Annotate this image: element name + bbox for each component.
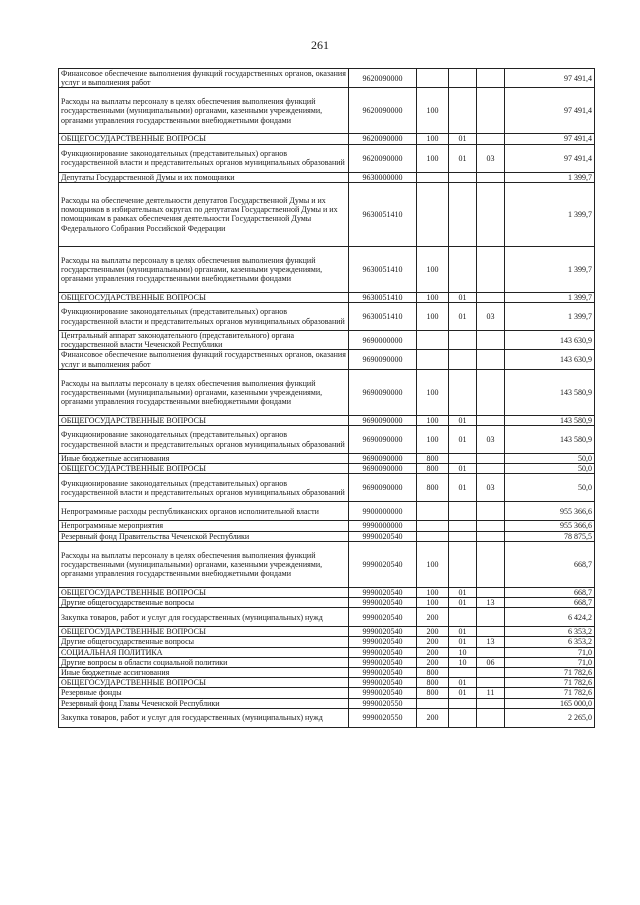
row-expense-type	[417, 172, 449, 182]
table-row	[59, 637, 595, 647]
row-name: ОБЩЕГОСУДАРСТВЕННЫЕ ВОПРОСЫ	[59, 415, 349, 425]
row-amount: 97 491,4	[505, 88, 595, 134]
row-expense-type: 200	[417, 708, 449, 727]
table-row	[59, 541, 595, 587]
table-row	[59, 608, 595, 627]
row-expense-type: 100	[417, 246, 449, 292]
row-section	[449, 698, 477, 708]
row-expense-type	[417, 531, 449, 541]
row-name: Другие вопросы в области социальной политики	[59, 657, 349, 667]
row-target-code: 9690090000	[349, 350, 417, 369]
row-target-code: 9690090000	[349, 369, 417, 415]
row-amount: 143 630,9	[505, 331, 595, 350]
row-target-code: 9690090000	[349, 464, 417, 474]
row-subsection	[477, 698, 505, 708]
table-row	[59, 182, 595, 246]
row-subsection	[477, 668, 505, 678]
row-amount: 71,0	[505, 657, 595, 667]
row-target-code: 9990020540	[349, 587, 417, 597]
table-row	[59, 598, 595, 608]
row-expense-type: 200	[417, 627, 449, 637]
row-subsection	[477, 292, 505, 302]
row-name: Функционирование законодательных (представительных) органов государственной власти и представительных органов муниципальных образований	[59, 303, 349, 331]
table-row	[59, 246, 595, 292]
table-row	[59, 464, 595, 474]
row-expense-type: 800	[417, 474, 449, 502]
row-target-code: 9620090000	[349, 69, 417, 88]
row-target-code: 9990020540	[349, 678, 417, 688]
row-expense-type: 200	[417, 637, 449, 647]
row-section: 01	[449, 598, 477, 608]
table-row	[59, 88, 595, 134]
row-section: 01	[449, 587, 477, 597]
row-amount: 71,0	[505, 647, 595, 657]
row-section	[449, 502, 477, 521]
table-row	[59, 369, 595, 415]
row-section	[449, 350, 477, 369]
table-row	[59, 657, 595, 667]
row-amount: 143 630,9	[505, 350, 595, 369]
row-section	[449, 369, 477, 415]
row-expense-type	[417, 502, 449, 521]
row-name: Иные бюджетные ассигнования	[59, 668, 349, 678]
row-name: Непрограммные расходы республиканских органов исполнительной власти	[59, 502, 349, 521]
row-expense-type: 800	[417, 678, 449, 688]
row-expense-type	[417, 182, 449, 246]
row-target-code: 9690090000	[349, 426, 417, 454]
row-section: 01	[449, 415, 477, 425]
row-amount: 97 491,4	[505, 69, 595, 88]
row-section	[449, 541, 477, 587]
row-section	[449, 608, 477, 627]
row-name: ОБЩЕГОСУДАРСТВЕННЫЕ ВОПРОСЫ	[59, 678, 349, 688]
row-expense-type: 200	[417, 657, 449, 667]
row-name: Резервный фонд Правительства Чеченской Республики	[59, 531, 349, 541]
table-row	[59, 426, 595, 454]
row-name: Депутаты Государственной Думы и их помощники	[59, 172, 349, 182]
row-target-code: 9990000000	[349, 521, 417, 531]
row-target-code: 9990020540	[349, 598, 417, 608]
row-amount: 6 353,2	[505, 637, 595, 647]
table-row	[59, 454, 595, 464]
row-expense-type: 100	[417, 426, 449, 454]
row-target-code: 9620090000	[349, 88, 417, 134]
row-target-code: 9990020540	[349, 541, 417, 587]
row-target-code: 9620090000	[349, 134, 417, 144]
row-amount: 1 399,7	[505, 292, 595, 302]
row-name: Функционирование законодательных (представительных) органов государственной власти и представительных органов муниципальных образований	[59, 144, 349, 172]
row-expense-type: 100	[417, 88, 449, 134]
row-section	[449, 246, 477, 292]
row-name: ОБЩЕГОСУДАРСТВЕННЫЕ ВОПРОСЫ	[59, 292, 349, 302]
row-target-code: 9990020550	[349, 698, 417, 708]
table-row	[59, 521, 595, 531]
row-name: Функционирование законодательных (представительных) органов государственной власти и представительных органов муниципальных образований	[59, 474, 349, 502]
row-subsection: 03	[477, 426, 505, 454]
row-target-code: 9990020540	[349, 531, 417, 541]
row-amount: 1 399,7	[505, 172, 595, 182]
row-name: Резервный фонд Главы Чеченской Республики	[59, 698, 349, 708]
row-target-code: 9690000000	[349, 331, 417, 350]
table-row	[59, 647, 595, 657]
row-amount: 97 491,4	[505, 134, 595, 144]
row-name: Функционирование законодательных (представительных) органов государственной власти и представительных органов муниципальных образований	[59, 426, 349, 454]
row-section: 01	[449, 134, 477, 144]
row-name: Иные бюджетные ассигнования	[59, 454, 349, 464]
row-name: Расходы на обеспечение деятельности депутатов Государственной Думы и их помощников в избирательных округах по депутатам Государственной Думы и их помощникам в рамках обеспечения деятельности Государственной Думы Федерального Собрания Российской Федерации	[59, 182, 349, 246]
table-row	[59, 708, 595, 727]
row-section: 01	[449, 144, 477, 172]
row-name: СОЦИАЛЬНАЯ ПОЛИТИКА	[59, 647, 349, 657]
row-expense-type: 100	[417, 587, 449, 597]
row-name: Закупка товаров, работ и услуг для государственных (муниципальных) нужд	[59, 608, 349, 627]
row-name: Расходы на выплаты персоналу в целях обеспечения выполнения функций государственными (муниципальными) органами, казенными учреждениями, органами управления государственными внебюджетными фондами	[59, 246, 349, 292]
row-section: 01	[449, 426, 477, 454]
row-target-code: 9620090000	[349, 144, 417, 172]
row-section	[449, 172, 477, 182]
table-row	[59, 350, 595, 369]
row-target-code: 9630051410	[349, 292, 417, 302]
row-expense-type: 100	[417, 369, 449, 415]
row-section: 10	[449, 647, 477, 657]
row-section	[449, 454, 477, 464]
row-subsection	[477, 331, 505, 350]
row-amount: 1 399,7	[505, 246, 595, 292]
row-target-code: 9690090000	[349, 454, 417, 464]
row-name: Другие общегосударственные вопросы	[59, 637, 349, 647]
row-section	[449, 668, 477, 678]
row-target-code: 9990020540	[349, 657, 417, 667]
row-subsection: 13	[477, 637, 505, 647]
table-row	[59, 69, 595, 88]
row-amount: 6 424,2	[505, 608, 595, 627]
budget-table	[58, 68, 595, 728]
row-expense-type: 800	[417, 688, 449, 698]
row-name: Резервные фонды	[59, 688, 349, 698]
row-amount: 6 353,2	[505, 627, 595, 637]
row-section: 01	[449, 678, 477, 688]
row-section: 01	[449, 637, 477, 647]
row-subsection	[477, 464, 505, 474]
table-row	[59, 172, 595, 182]
row-section	[449, 331, 477, 350]
row-amount: 668,7	[505, 541, 595, 587]
row-name: ОБЩЕГОСУДАРСТВЕННЫЕ ВОПРОСЫ	[59, 134, 349, 144]
row-subsection	[477, 708, 505, 727]
row-subsection	[477, 350, 505, 369]
row-expense-type: 100	[417, 292, 449, 302]
row-expense-type	[417, 331, 449, 350]
row-amount: 955 366,6	[505, 521, 595, 531]
row-target-code: 9690090000	[349, 474, 417, 502]
row-subsection	[477, 521, 505, 531]
row-name: Расходы на выплаты персоналу в целях обеспечения выполнения функций государственными (муниципальными) органами, казенными учреждениями, органами управления государственными внебюджетными фондами	[59, 541, 349, 587]
table-row	[59, 144, 595, 172]
row-amount: 97 491,4	[505, 144, 595, 172]
row-target-code: 9990020540	[349, 608, 417, 627]
row-expense-type	[417, 350, 449, 369]
table-row	[59, 331, 595, 350]
row-expense-type: 100	[417, 134, 449, 144]
table-row	[59, 587, 595, 597]
row-section: 01	[449, 303, 477, 331]
row-amount: 668,7	[505, 598, 595, 608]
row-subsection	[477, 502, 505, 521]
row-expense-type	[417, 521, 449, 531]
table-row	[59, 688, 595, 698]
row-amount: 1 399,7	[505, 303, 595, 331]
row-subsection	[477, 587, 505, 597]
row-section	[449, 182, 477, 246]
table-row	[59, 531, 595, 541]
row-section: 01	[449, 292, 477, 302]
row-name: ОБЩЕГОСУДАРСТВЕННЫЕ ВОПРОСЫ	[59, 627, 349, 637]
row-expense-type: 100	[417, 144, 449, 172]
row-subsection: 03	[477, 144, 505, 172]
row-subsection	[477, 369, 505, 415]
row-target-code: 9990020540	[349, 627, 417, 637]
row-amount: 668,7	[505, 587, 595, 597]
row-target-code: 9990020540	[349, 637, 417, 647]
row-subsection	[477, 678, 505, 688]
row-section	[449, 521, 477, 531]
row-subsection: 13	[477, 598, 505, 608]
row-section: 01	[449, 688, 477, 698]
row-section	[449, 69, 477, 88]
row-amount: 1 399,7	[505, 182, 595, 246]
row-name: ОБЩЕГОСУДАРСТВЕННЫЕ ВОПРОСЫ	[59, 587, 349, 597]
row-subsection: 03	[477, 303, 505, 331]
table-body	[59, 69, 595, 728]
table-row	[59, 134, 595, 144]
row-amount: 143 580,9	[505, 426, 595, 454]
row-subsection: 03	[477, 474, 505, 502]
table-row	[59, 474, 595, 502]
row-amount: 78 875,5	[505, 531, 595, 541]
table-row	[59, 502, 595, 521]
table-row	[59, 303, 595, 331]
page-number: 261	[311, 38, 329, 52]
row-expense-type: 100	[417, 598, 449, 608]
row-amount: 143 580,9	[505, 369, 595, 415]
row-amount: 955 366,6	[505, 502, 595, 521]
row-section: 01	[449, 464, 477, 474]
row-name: ОБЩЕГОСУДАРСТВЕННЫЕ ВОПРОСЫ	[59, 464, 349, 474]
row-subsection	[477, 182, 505, 246]
row-target-code: 9990020550	[349, 708, 417, 727]
row-amount: 165 000,0	[505, 698, 595, 708]
row-expense-type: 200	[417, 647, 449, 657]
row-expense-type: 800	[417, 668, 449, 678]
row-expense-type	[417, 69, 449, 88]
row-name: Центральный аппарат законодательного (представительного) органа государственной власти Чеченской Республики	[59, 331, 349, 350]
row-section: 01	[449, 627, 477, 637]
row-subsection: 06	[477, 657, 505, 667]
row-target-code: 9990020540	[349, 647, 417, 657]
row-section: 01	[449, 474, 477, 502]
row-expense-type: 100	[417, 541, 449, 587]
row-subsection	[477, 541, 505, 587]
row-expense-type: 800	[417, 454, 449, 464]
row-expense-type: 200	[417, 608, 449, 627]
row-subsection	[477, 531, 505, 541]
row-amount: 50,0	[505, 464, 595, 474]
table-row	[59, 678, 595, 688]
row-amount: 143 580,9	[505, 415, 595, 425]
row-subsection	[477, 88, 505, 134]
row-target-code: 9990020540	[349, 668, 417, 678]
row-amount: 50,0	[505, 474, 595, 502]
row-name: Непрограммные мероприятия	[59, 521, 349, 531]
row-name: Финансовое обеспечение выполнения функций государственных органов, оказания услуг и выполнения работ	[59, 69, 349, 88]
row-section	[449, 708, 477, 727]
table-row	[59, 698, 595, 708]
row-target-code: 9630000000	[349, 172, 417, 182]
row-target-code: 9630051410	[349, 182, 417, 246]
row-amount: 2 265,0	[505, 708, 595, 727]
table-row	[59, 668, 595, 678]
row-subsection	[477, 647, 505, 657]
row-section: 10	[449, 657, 477, 667]
row-name: Финансовое обеспечение выполнения функций государственных органов, оказания услуг и выполнения работ	[59, 350, 349, 369]
row-target-code: 9690090000	[349, 415, 417, 425]
row-target-code: 9990020540	[349, 688, 417, 698]
table-row	[59, 415, 595, 425]
row-expense-type: 100	[417, 415, 449, 425]
row-section	[449, 88, 477, 134]
table-row	[59, 292, 595, 302]
row-name: Другие общегосударственные вопросы	[59, 598, 349, 608]
row-subsection	[477, 246, 505, 292]
row-subsection	[477, 69, 505, 88]
row-name: Расходы на выплаты персоналу в целях обеспечения выполнения функций государственными (муниципальными) органами, казенными учреждениями, органами управления государственными внебюджетными фондами	[59, 88, 349, 134]
row-expense-type: 800	[417, 464, 449, 474]
row-amount: 71 782,6	[505, 668, 595, 678]
row-target-code: 9900000000	[349, 502, 417, 521]
row-subsection	[477, 627, 505, 637]
row-name: Закупка товаров, работ и услуг для государственных (муниципальных) нужд	[59, 708, 349, 727]
row-subsection: 11	[477, 688, 505, 698]
row-subsection	[477, 454, 505, 464]
row-expense-type	[417, 698, 449, 708]
row-target-code: 9630051410	[349, 246, 417, 292]
row-amount: 50,0	[505, 454, 595, 464]
row-amount: 71 782,6	[505, 688, 595, 698]
row-subsection	[477, 608, 505, 627]
row-name: Расходы на выплаты персоналу в целях обеспечения выполнения функций государственными (муниципальными) органами, казенными учреждениями, органами управления государственными внебюджетными фондами	[59, 369, 349, 415]
row-amount: 71 782,6	[505, 678, 595, 688]
row-subsection	[477, 172, 505, 182]
row-target-code: 9630051410	[349, 303, 417, 331]
table-row	[59, 627, 595, 637]
row-section	[449, 531, 477, 541]
row-subsection	[477, 415, 505, 425]
row-expense-type: 100	[417, 303, 449, 331]
row-subsection	[477, 134, 505, 144]
